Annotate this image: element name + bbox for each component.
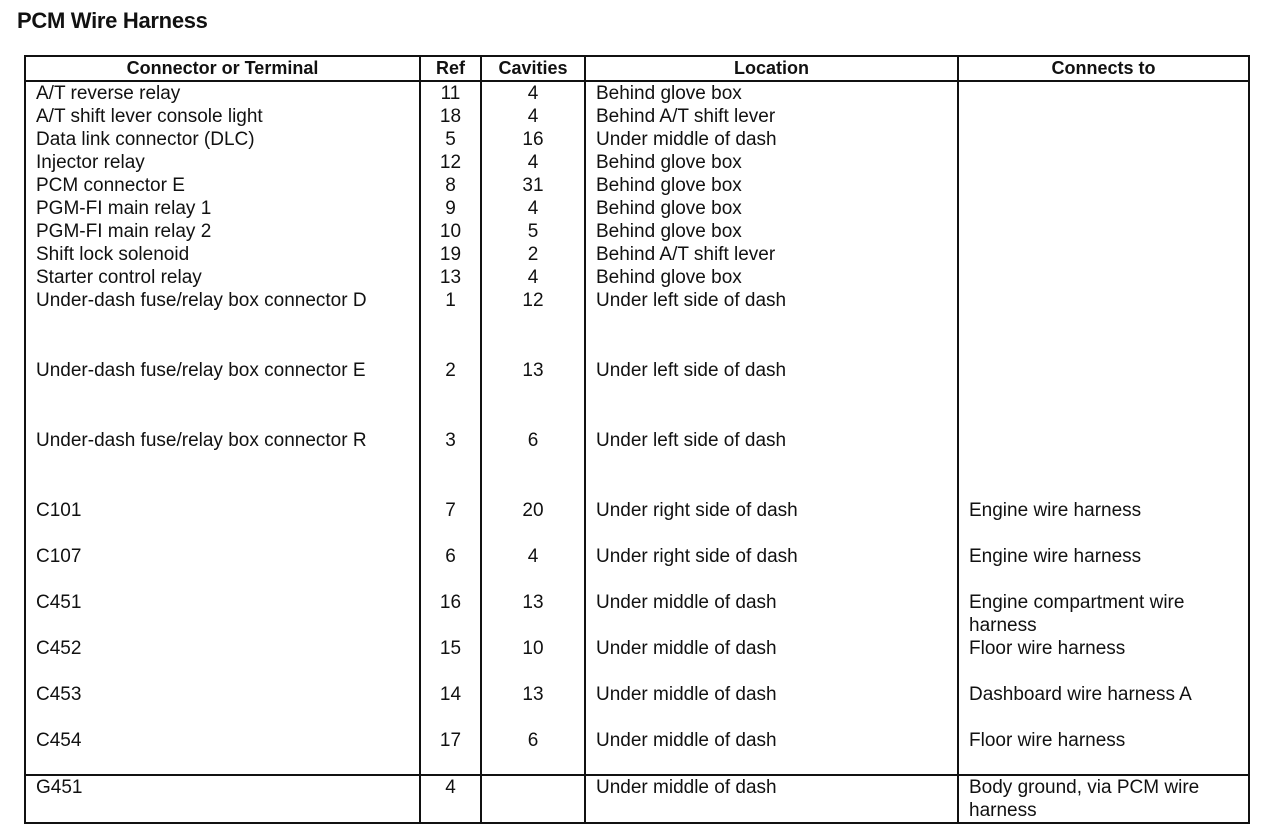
- column-header: Connects to: [958, 56, 1249, 81]
- table-row: [25, 775, 1249, 823]
- cell-ref: 8: [420, 174, 481, 197]
- cell-cavities: 12: [481, 289, 585, 359]
- cell-cavities: 4: [481, 81, 585, 105]
- cell-location: Behind glove box: [585, 266, 958, 289]
- table-row: [25, 429, 1249, 499]
- cell-ref: 4: [420, 775, 481, 823]
- cell-location: Under middle of dash: [585, 591, 958, 637]
- cell-ref: 3: [420, 429, 481, 499]
- cell-terminal: PGM-FI main relay 1: [25, 197, 420, 220]
- cell-connects: Dashboard wire harness A: [958, 683, 1249, 729]
- cell-location: Behind glove box: [585, 174, 958, 197]
- cell-terminal: Data link connector (DLC): [25, 128, 420, 151]
- cell-connects: Engine wire harness: [958, 545, 1249, 591]
- cell-ref: 16: [420, 591, 481, 637]
- cell-terminal: A/T reverse relay: [25, 81, 420, 105]
- table-row: [25, 81, 1249, 105]
- cell-location: Behind A/T shift lever: [585, 243, 958, 266]
- cell-connects: [958, 220, 1249, 243]
- cell-cavities: 6: [481, 429, 585, 499]
- cell-location: Under left side of dash: [585, 429, 958, 499]
- cell-ref: 5: [420, 128, 481, 151]
- cell-ref: 7: [420, 499, 481, 545]
- cell-ref: 9: [420, 197, 481, 220]
- cell-connects: Floor wire harness: [958, 729, 1249, 775]
- cell-connects: [958, 174, 1249, 197]
- cell-terminal: Under-dash fuse/relay box connector D: [25, 289, 420, 359]
- cell-location: Under middle of dash: [585, 729, 958, 775]
- column-header: Ref: [420, 56, 481, 81]
- cell-location: Behind glove box: [585, 197, 958, 220]
- cell-location: Behind A/T shift lever: [585, 105, 958, 128]
- cell-connects: Body ground, via PCM wire harness: [958, 775, 1249, 823]
- cell-connects: Engine wire harness: [958, 499, 1249, 545]
- cell-terminal: C101: [25, 499, 420, 545]
- column-header: Cavities: [481, 56, 585, 81]
- cell-terminal: PCM connector E: [25, 174, 420, 197]
- table-row: [25, 243, 1249, 266]
- cell-location: Under middle of dash: [585, 128, 958, 151]
- cell-cavities: 10: [481, 637, 585, 683]
- table-row: [25, 637, 1249, 683]
- cell-cavities: 4: [481, 151, 585, 174]
- cell-connects: [958, 266, 1249, 289]
- cell-terminal: C451: [25, 591, 420, 637]
- cell-ref: 18: [420, 105, 481, 128]
- column-header: Connector or Terminal: [25, 56, 420, 81]
- cell-cavities: 2: [481, 243, 585, 266]
- cell-ref: 14: [420, 683, 481, 729]
- table-row: [25, 105, 1249, 128]
- table-row: [25, 197, 1249, 220]
- cell-ref: 15: [420, 637, 481, 683]
- cell-cavities: 6: [481, 729, 585, 775]
- cell-ref: 2: [420, 359, 481, 429]
- cell-location: Under right side of dash: [585, 545, 958, 591]
- cell-location: Under left side of dash: [585, 289, 958, 359]
- cell-cavities: 20: [481, 499, 585, 545]
- table-row: [25, 289, 1249, 359]
- cell-connects: [958, 429, 1249, 499]
- table-row: [25, 591, 1249, 637]
- cell-ref: 19: [420, 243, 481, 266]
- cell-terminal: C452: [25, 637, 420, 683]
- cell-cavities: 4: [481, 545, 585, 591]
- cell-ref: 6: [420, 545, 481, 591]
- cell-ref: 12: [420, 151, 481, 174]
- cell-terminal: C454: [25, 729, 420, 775]
- table-row: [25, 729, 1249, 775]
- cell-terminal: C107: [25, 545, 420, 591]
- cell-terminal: C453: [25, 683, 420, 729]
- cell-terminal: Starter control relay: [25, 266, 420, 289]
- cell-connects: [958, 243, 1249, 266]
- cell-terminal: Shift lock solenoid: [25, 243, 420, 266]
- cell-location: Under right side of dash: [585, 499, 958, 545]
- table-row: [25, 545, 1249, 591]
- table-row: [25, 174, 1249, 197]
- table-row: [25, 151, 1249, 174]
- table-row: [25, 359, 1249, 429]
- cell-ref: 10: [420, 220, 481, 243]
- cell-cavities: 4: [481, 197, 585, 220]
- cell-cavities: 5: [481, 220, 585, 243]
- cell-terminal: A/T shift lever console light: [25, 105, 420, 128]
- cell-cavities: 4: [481, 105, 585, 128]
- cell-ref: 1: [420, 289, 481, 359]
- cell-location: Behind glove box: [585, 220, 958, 243]
- cell-connects: [958, 128, 1249, 151]
- cell-location: Under middle of dash: [585, 775, 958, 823]
- cell-connects: Engine compartment wire harness: [958, 591, 1249, 637]
- cell-cavities: 13: [481, 359, 585, 429]
- cell-terminal: Under-dash fuse/relay box connector R: [25, 429, 420, 499]
- page-title: PCM Wire Harness: [17, 8, 208, 33]
- cell-connects: [958, 151, 1249, 174]
- cell-cavities: 31: [481, 174, 585, 197]
- cell-connects: Floor wire harness: [958, 637, 1249, 683]
- cell-connects: [958, 105, 1249, 128]
- table-row: [25, 499, 1249, 545]
- cell-ref: 17: [420, 729, 481, 775]
- table-row: [25, 128, 1249, 151]
- table-row: [25, 266, 1249, 289]
- cell-location: Behind glove box: [585, 151, 958, 174]
- cell-location: Behind glove box: [585, 81, 958, 105]
- cell-connects: [958, 359, 1249, 429]
- table-row: [25, 220, 1249, 243]
- header-row: [25, 56, 1249, 81]
- cell-ref: 13: [420, 266, 481, 289]
- cell-cavities: 4: [481, 266, 585, 289]
- harness-table: [24, 55, 1250, 824]
- cell-cavities: 13: [481, 591, 585, 637]
- cell-ref: 11: [420, 81, 481, 105]
- cell-connects: [958, 289, 1249, 359]
- cell-terminal: PGM-FI main relay 2: [25, 220, 420, 243]
- cell-connects: [958, 197, 1249, 220]
- cell-location: Under middle of dash: [585, 637, 958, 683]
- cell-location: Under left side of dash: [585, 359, 958, 429]
- cell-terminal: Under-dash fuse/relay box connector E: [25, 359, 420, 429]
- cell-cavities: 13: [481, 683, 585, 729]
- column-header: Location: [585, 56, 958, 81]
- cell-location: Under middle of dash: [585, 683, 958, 729]
- cell-terminal: G451: [25, 775, 420, 823]
- table-row: [25, 683, 1249, 729]
- cell-connects: [958, 81, 1249, 105]
- cell-cavities: [481, 775, 585, 823]
- cell-cavities: 16: [481, 128, 585, 151]
- cell-terminal: Injector relay: [25, 151, 420, 174]
